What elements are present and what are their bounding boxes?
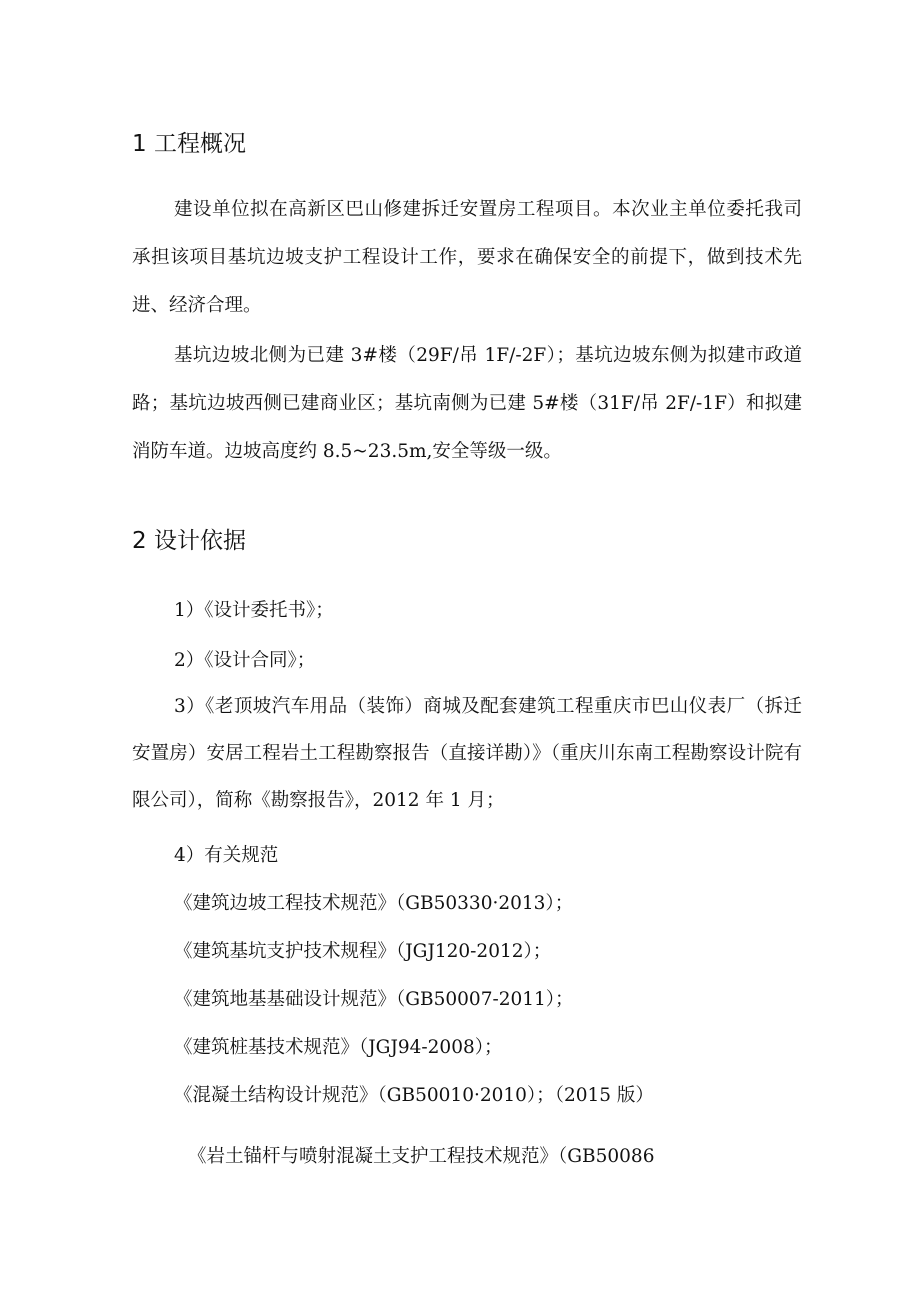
section-1-heading: 1 工程概况 <box>132 131 246 157</box>
code-item-6: 《岩土锚杆与喷射混凝土支护工程技术规范》（GB50086 <box>188 1146 655 1167</box>
code-item-1: 《建筑边坡工程技术规范》（GB50330·2013）； <box>174 893 574 914</box>
code-item-2: 《建筑基坑支护技术规程》（JGJ120-2012）； <box>174 941 552 962</box>
code-item-5: 《混凝土结构设计规范》（GB50010·2010）；（2015 版） <box>174 1085 654 1106</box>
list-item-2: 2）《设计合同》； <box>174 650 316 671</box>
list-item-3: 3）《老顶坡汽车用品（装饰）商城及配套建筑工程重庆市巴山仪表厂（拆迁安置房）安居工程岩土工程勘察报告（直接详勘）》（重庆川东南工程勘察设计院有限公司），简称《勘察报告》，2012 年 1 月； <box>132 696 802 811</box>
section-1-paragraph-1: 建设单位拟在高新区巴山修建拆迁安置房工程项目。本次业主单位委托我司承担该项目基坑边坡支护工程设计工作，要求在确保安全的前提下，做到技术先进、经济合理。 <box>132 199 802 316</box>
list-item-1: 1）《设计委托书》； <box>174 600 334 621</box>
code-item-3: 《建筑地基基础设计规范》（GB50007-2011）； <box>174 989 574 1010</box>
section-1-paragraph-2: 基坑边坡北侧为已建 3#楼（29F/吊 1F/-2F）；基坑边坡东侧为拟建市政道路；基坑边坡西侧已建商业区；基坑南侧为已建 5#楼（31F/吊 2F/-1F）和拟建消防车道。边坡高度约 8.5~23.5m,安全等级一级。 <box>132 345 802 462</box>
code-item-4: 《建筑桩基技术规范》（JGJ94-2008）； <box>174 1037 503 1058</box>
list-item-4: 4）有关规范 <box>174 845 279 866</box>
section-2-heading: 2 设计依据 <box>132 528 246 554</box>
